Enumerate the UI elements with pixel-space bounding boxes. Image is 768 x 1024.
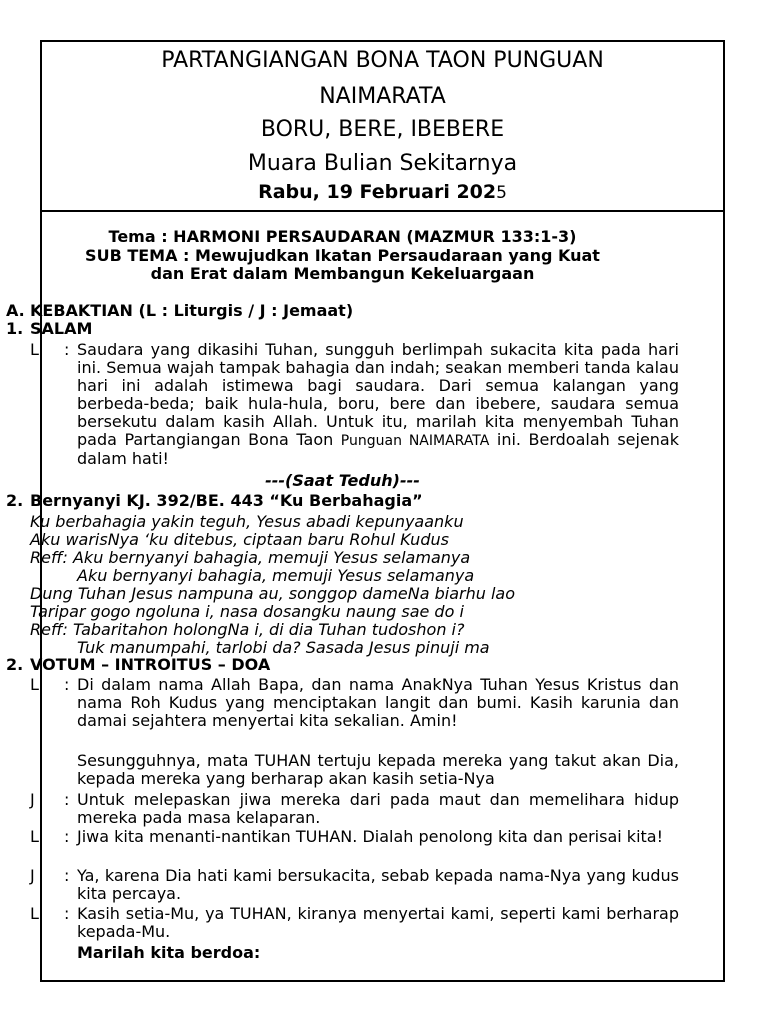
votum-colon: :: [64, 675, 70, 694]
votum-speaker: L: [30, 675, 39, 694]
song-line: Reff: Tabaritahon holongNa i, di dia Tuhan tudoshon i?: [30, 620, 465, 639]
song-line: Aku warisNya ‘ku ditebus, ciptaan baru Rohul Kudus: [30, 530, 449, 549]
header-location: Muara Bulian Sekitarnya: [247, 151, 518, 176]
salam-colon: :: [64, 340, 70, 359]
salam-text-punguan: Punguan NAIMARATA: [340, 433, 490, 449]
tema-line1: Tema : HARMONI PERSAUDARAN (MAZMUR 133:1-3): [108, 227, 577, 246]
votum-title: VOTUM – INTROITUS – DOA: [30, 655, 271, 674]
saat-teduh: ---(Saat Teduh)---: [265, 471, 420, 490]
song-line: Ku berbahagia yakin teguh, Yesus abadi kepunyaanku: [30, 512, 464, 531]
votum-text: Sesungguhnya, mata TUHAN tertuju kepada mereka yang takut akan Dia, kepada mereka yang berharap akan kasih setia-Nya: [77, 751, 679, 788]
votum-number: 2.: [6, 655, 24, 674]
song-line: Aku bernyanyi bahagia, memuji Yesus selamanya: [77, 566, 475, 585]
header-title-line1: PARTANGIANGAN BONA TAON PUNGUAN: [161, 48, 604, 73]
votum-text: Kasih setia-Mu, ya TUHAN, kiranya menyertai kami, seperti kami berharap kepada-Mu.: [77, 904, 679, 941]
votum-colon: :: [64, 790, 70, 809]
header-block: [42, 42, 723, 212]
votum-closing: Marilah kita berdoa:: [77, 943, 261, 962]
salam-text-end: ini. Berdoalah sejenak dalam hati!: [77, 430, 679, 468]
song-line: Dung Tuhan Jesus nampuna au, songgop dameNa biarhu lao: [30, 584, 516, 603]
header-title-line2: NAIMARATA: [319, 84, 446, 109]
votum-colon: :: [64, 827, 70, 846]
salam-title: SALAM: [30, 319, 93, 338]
section-a-title: KEBAKTIAN (L : Liturgis / J : Jemaat): [30, 301, 354, 320]
votum-text: Ya, karena Dia hati kami bersukacita, sebab kepada nama-Nya yang kudus kita percaya.: [77, 866, 679, 903]
subtema-line2: dan Erat dalam Membangun Kekeluargaan: [150, 264, 535, 283]
subtema-line1: SUB TEMA : Mewujudkan Ikatan Persaudaraan yang Kuat: [85, 246, 600, 265]
salam-text-main: Saudara yang dikasihi Tuhan, sungguh berlimpah sukacita kita pada hari ini. Semua wajah tampak bahagia dan indah; seakan memberi tanda kalau hari ini adalah istimewa bagi saudara. Dari semua kalangan yang berbeda-beda; baik hula-hula, boru, bere dan ibebere, saudara semua bersekutu dalam kasih Allah. Untuk itu, marilah kita menyembah Tuhan pada Partangiangan Bona Taon: [77, 340, 679, 449]
votum-text: Jiwa kita menanti-nantikan TUHAN. Dialah penolong kita dan perisai kita!: [77, 827, 663, 846]
salam-speaker: L: [30, 340, 39, 359]
header-title-line3: BORU, BERE, IBEBERE: [260, 117, 505, 142]
salam-text: [77, 341, 679, 468]
votum-speaker: L: [30, 904, 39, 923]
header-date-tail: 5: [496, 183, 507, 203]
votum-speaker: L: [30, 827, 39, 846]
votum-speaker: J: [30, 790, 35, 809]
salam-number: 1.: [6, 319, 24, 338]
song-line: Taripar gogo ngoluna i, nasa dosangku naung sae do i: [30, 602, 464, 621]
votum-text: Di dalam nama Allah Bapa, dan nama AnakNya Tuhan Yesus Kristus dan nama Roh Kudus yang menciptakan langit dan bumi. Kasih karunia dan damai sejahtera menyertai kita sekalian. Amin!: [77, 675, 679, 730]
header-date: [42, 181, 723, 203]
song-title: Bernyanyi KJ. 392/BE. 443 “Ku Berbahagia”: [30, 491, 423, 510]
section-a-number: A.: [6, 301, 25, 320]
votum-text: Untuk melepaskan jiwa mereka dari pada maut dan memelihara hidup mereka pada masa kelaparan.: [77, 790, 679, 827]
votum-colon: :: [64, 904, 70, 923]
header-date-main: Rabu, 19 Februari 202: [258, 181, 497, 203]
song-line: Reff: Aku bernyanyi bahagia, memuji Yesus selamanya: [30, 548, 471, 567]
song-line: Tuk manumpahi, tarlobi da? Sasada Jesus pinuji ma: [77, 638, 490, 657]
song-number: 2.: [6, 491, 24, 510]
votum-colon: :: [64, 866, 70, 885]
votum-speaker: J: [30, 866, 35, 885]
